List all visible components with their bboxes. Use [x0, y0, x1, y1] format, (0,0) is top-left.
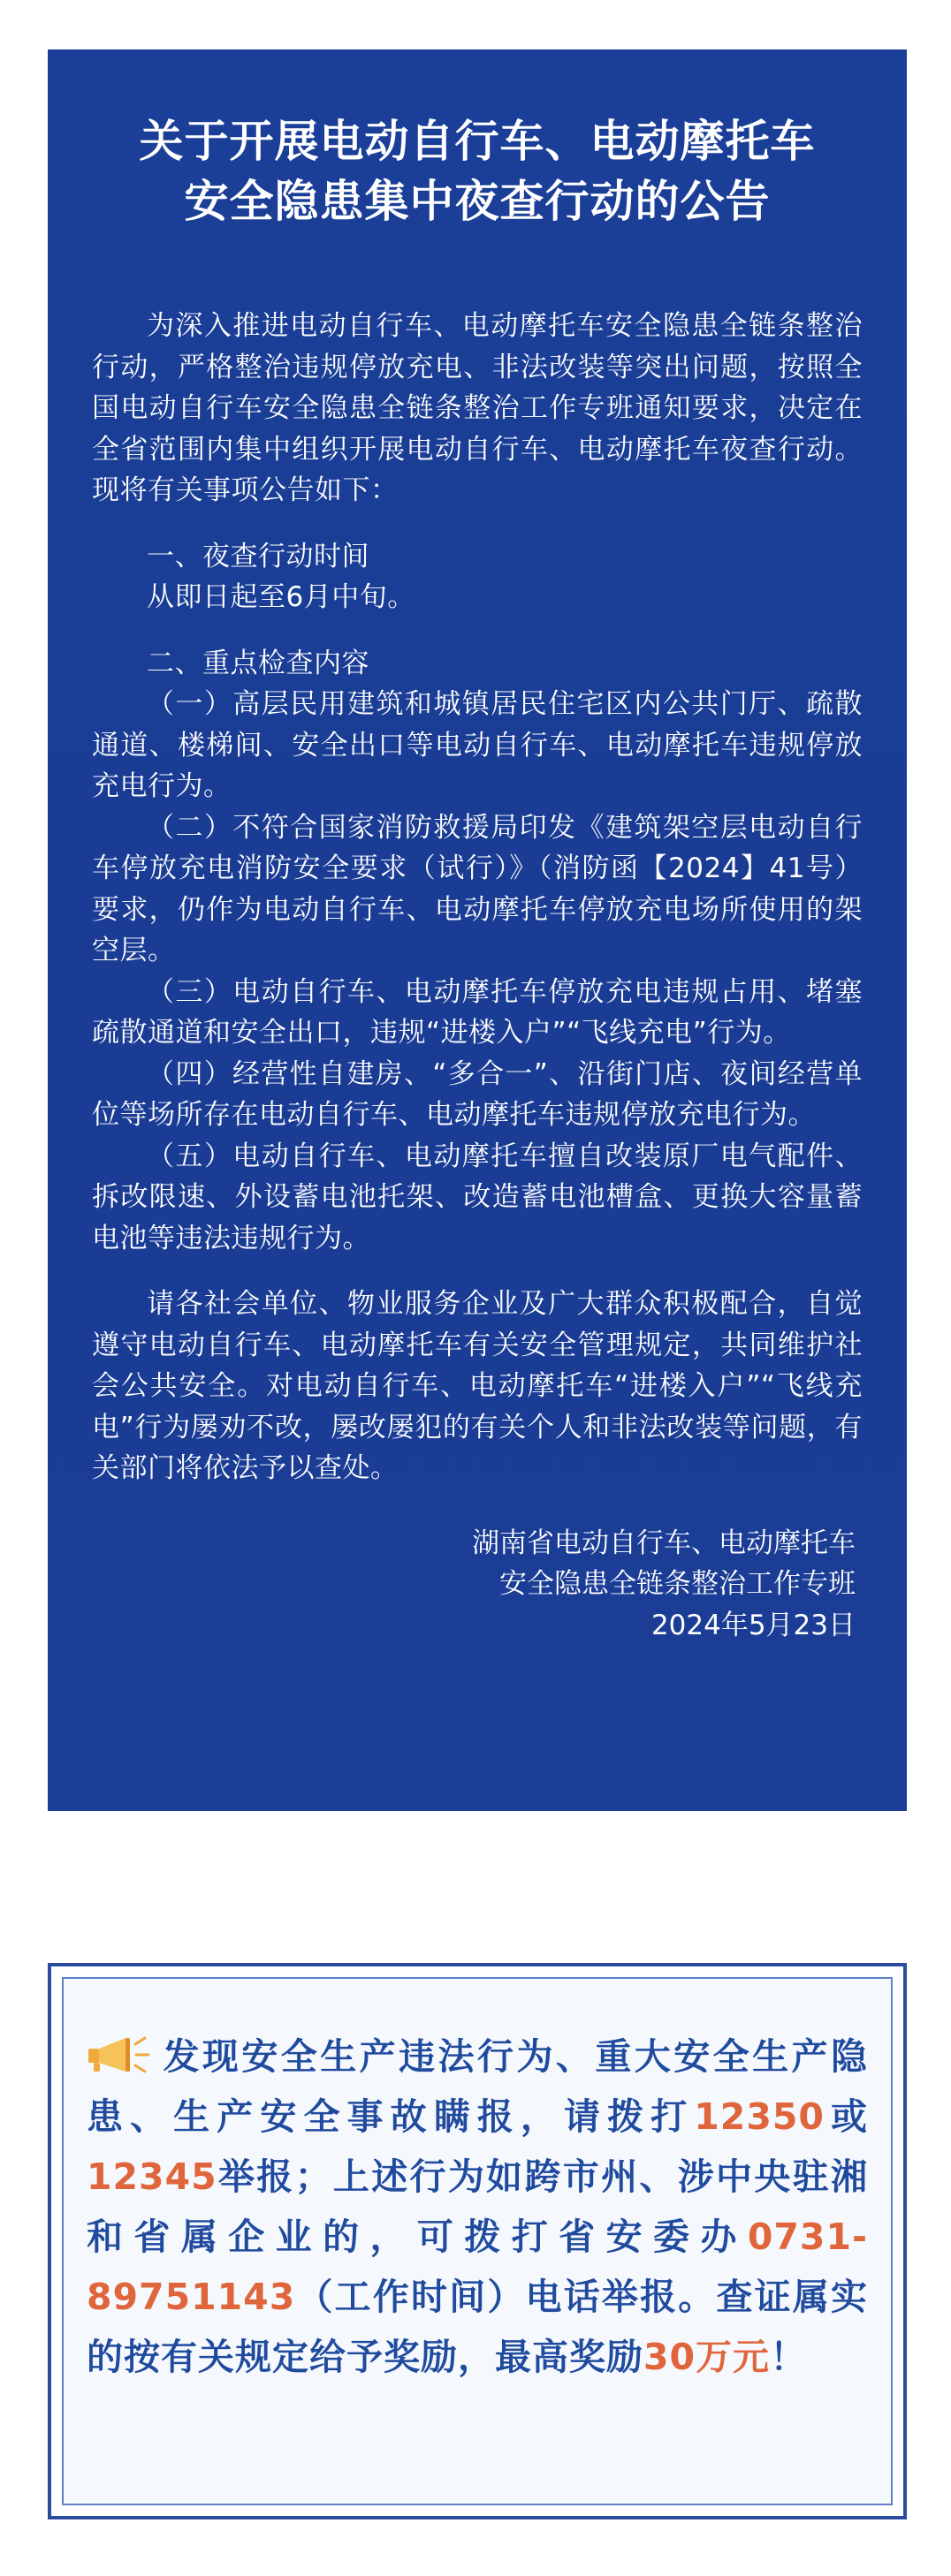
report-text-part-3: 举报；上述行为如跨市州、涉中央驻湘和省属企业的，可拨打省安委办: [87, 2156, 868, 2258]
megaphone-icon: [87, 2032, 154, 2071]
inspection-item: （三）电动自行车、电动摩托车停放充电违规占用、堵塞疏散通道和安全出口，违规“进楼入户”“飞线充电”行为。: [92, 975, 863, 1049]
signature-block: [92, 1523, 863, 1647]
section-1-heading: 一、夜查行动时间: [147, 540, 369, 572]
signature-line-1: 湖南省电动自行车、电动摩托车: [472, 1527, 856, 1559]
report-text-part-1: 发现安全生产违法行为、重大安全生产隐患、生产安全事故瞒报，请拨打: [87, 2035, 868, 2138]
announcement-date: 2024年5月23日: [650, 1609, 856, 1641]
report-text: [87, 2027, 868, 2387]
report-inner-frame: [62, 1977, 893, 2505]
hotline-provincial[interactable]: 0731-89751143: [87, 2216, 868, 2318]
report-text-part-4: （工作时间）电话举报。查证属实的按有关规定给予奖励，最高奖励: [87, 2276, 868, 2378]
report-hotline-box: [48, 1963, 907, 2519]
announcement-title: [92, 111, 863, 231]
section-1-text: 从即日起至6月中旬。: [147, 581, 415, 613]
signature-line-2: 安全隐患全链条整治工作专班: [499, 1568, 856, 1600]
title-line-1: 关于开展电动自行车、电动摩托车: [139, 115, 816, 167]
hotline-12345[interactable]: 12345: [87, 2156, 217, 2198]
inspection-item: （一）高层民用建筑和城镇居民住宅区内公共门厅、疏散通道、楼梯间、安全出口等电动自行车、电动摩托车违规停放充电行为。: [92, 688, 863, 802]
report-text-part-5: ！: [770, 2336, 808, 2378]
announcement-panel: [48, 49, 907, 1811]
hotline-12350[interactable]: 12350: [694, 2095, 825, 2138]
closing-paragraph: 请各社会单位、物业服务企业及广大群众积极配合，自觉遵守电动自行车、电动摩托车有关安全管理规定，共同维护社会公共安全。对电动自行车、电动摩托车“进楼入户”“飞线充电”行为屡劝不改，屡改屡犯的有关个人和非法改装等问题，有关部门将依法予以查处。: [92, 1288, 863, 1484]
intro-paragraph: 为深入推进电动自行车、电动摩托车安全隐患全链条整治行动，严格整治违规停放充电、非法改装等突出问题，按照全国电动自行车安全隐患全链条整治工作专班通知要求，决定在全省范围内集中组织开展电动自行车、电动摩托车夜查行动。现将有关事项公告如下：: [92, 310, 863, 506]
title-line-2: 安全隐患集中夜查行动的公告: [184, 175, 771, 227]
section-2-heading: 二、重点检查内容: [147, 647, 369, 679]
announcement-body: [92, 306, 863, 1489]
inspection-item: （二）不符合国家消防救援局印发《建筑架空层电动自行车停放充电消防安全要求（试行）》（消防函【2024】41号）要求，仍作为电动自行车、电动摩托车停放充电场所使用的架空层。: [92, 811, 863, 966]
max-reward: 30万元: [643, 2336, 771, 2378]
inspection-item: （四）经营性自建房、“多合一”、沿街门店、夜间经营单位等场所存在电动自行车、电动摩托车违规停放充电行为。: [92, 1057, 863, 1131]
inspection-item: （五）电动自行车、电动摩托车擅自改装原厂电气配件、拆改限速、外设蓄电池托架、改造蓄电池槽盒、更换大容量蓄电池等违法违规行为。: [92, 1140, 863, 1254]
report-text-part-2: 或: [824, 2095, 869, 2138]
